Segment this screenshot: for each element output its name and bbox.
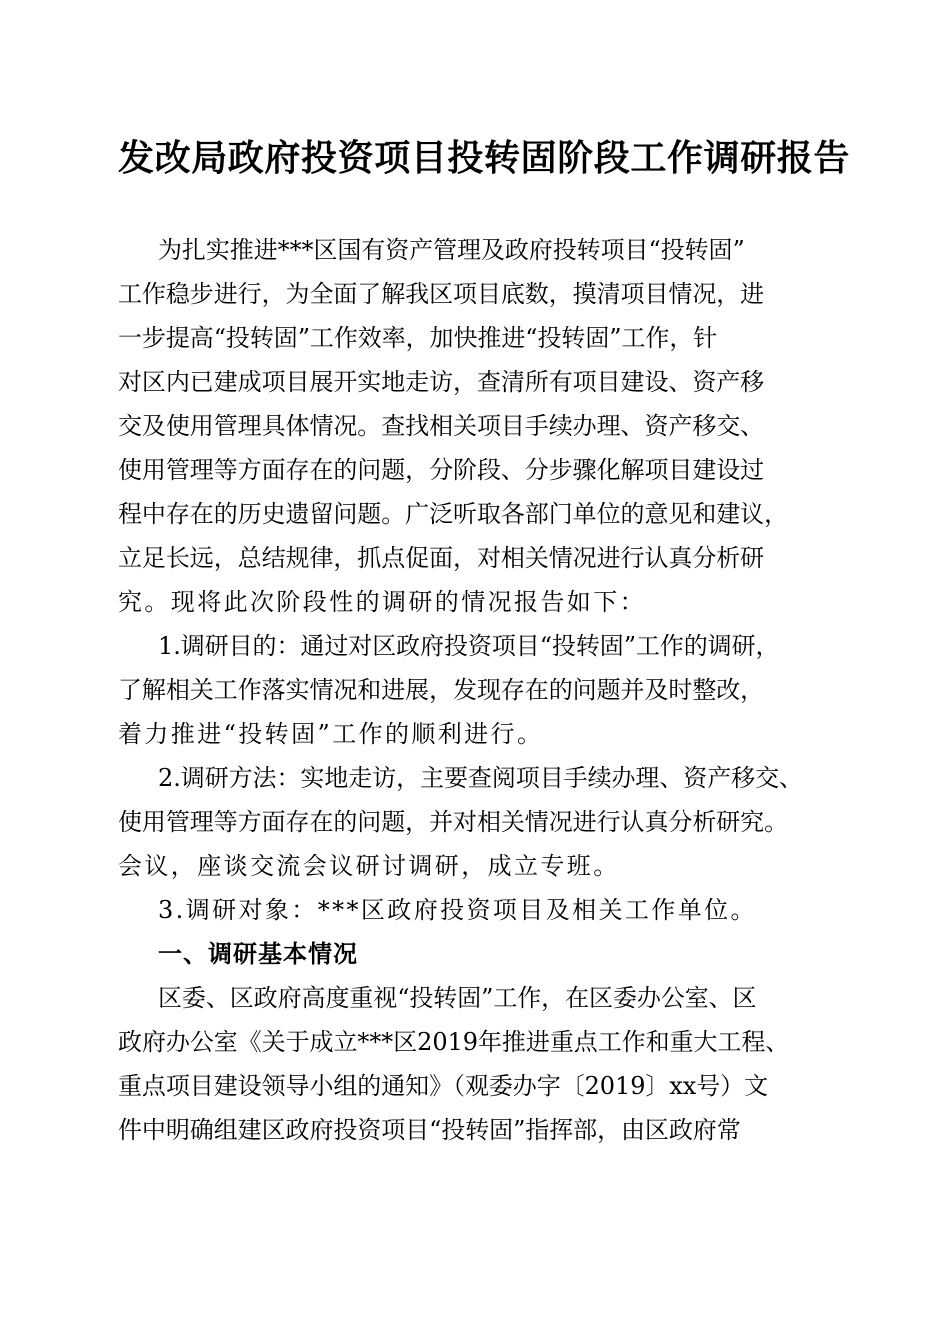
text-line: 对区内已建成项目展开实地走访，查清所有项目建设、资产移 [118, 368, 765, 396]
text-line: 为扎实推进***区国有资产管理及政府投转项目“投转固” [158, 236, 745, 264]
section-paragraph [118, 976, 848, 1152]
document-title: 发改局政府投资项目投转固阶段工作调研报告 [118, 137, 851, 179]
text-line: 重点项目建设领导小组的通知》（观委办字〔2019〕xx号）文 [118, 1072, 769, 1100]
text-line: 2.调研方法：实地走访，主要查阅项目手续办理、资产移交、 [158, 764, 803, 792]
text-line: 使用管理等方面存在的问题，并对相关情况进行认真分析研究。 [118, 808, 789, 836]
list-item-purpose [118, 624, 848, 756]
text-line: 立足长远，总结规律，抓点促面，对相关情况进行认真分析研 [118, 544, 765, 572]
section-heading: 一、调研基本情况 [158, 940, 358, 968]
text-line: 了解相关工作落实情况和进展，发现存在的问题并及时整改， [118, 676, 765, 704]
document-body [118, 228, 848, 1152]
intro-paragraph [118, 228, 848, 624]
text-line: 1.调研目的：通过对区政府投资项目“投转固”工作的调研， [158, 632, 780, 660]
list-item-target [118, 888, 848, 932]
text-line: 程中存在的历史遗留问题。广泛听取各部门单位的意见和建议， [118, 500, 789, 528]
text-line: 交及使用管理具体情况。查找相关项目手续办理、资产移交、 [118, 412, 765, 440]
text-line: 政府办公室《关于成立***区2019年推进重点工作和重大工程、 [118, 1028, 790, 1056]
text-line: 区委、区政府高度重视“投转固”工作，在区委办公室、区 [158, 984, 757, 1012]
text-line: 件中明确组建区政府投资项目“投转固”指挥部，由区政府常 [118, 1116, 741, 1144]
text-line: 一步提高“投转固”工作效率，加快推进“投转固”工作，针 [118, 324, 718, 352]
text-line: 工作稳步进行，为全面了解我区项目底数，摸清项目情况，进 [118, 280, 765, 308]
list-item-method [118, 756, 848, 888]
text-line: 着力推进“投转固”工作的顺利进行。 [118, 720, 544, 748]
text-line: 使用管理等方面存在的问题，分阶段、分步骤化解项目建设过 [118, 456, 765, 484]
text-line: 3.调研对象：***区政府投资项目及相关工作单位。 [158, 896, 757, 924]
text-line: 究。现将此次阶段性的调研的情况报告如下： [118, 588, 646, 616]
text-line: 会议，座谈交流会议研讨调研，成立专班。 [118, 852, 620, 880]
